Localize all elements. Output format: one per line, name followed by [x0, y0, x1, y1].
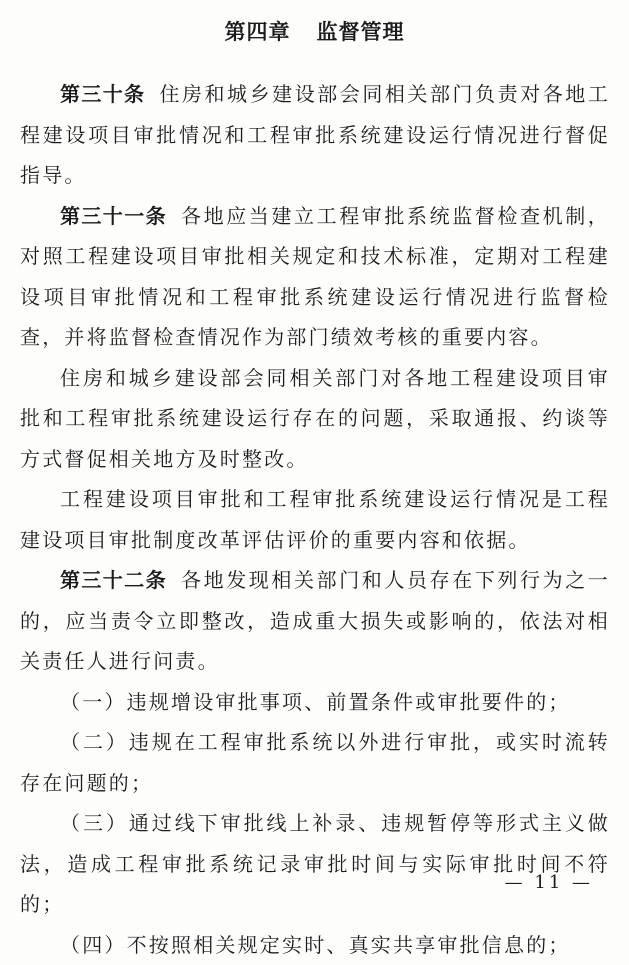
list-item — [20, 803, 610, 925]
chapter-title — [0, 16, 629, 46]
list-item — [20, 722, 610, 803]
document-body — [20, 74, 610, 965]
list-item — [20, 682, 610, 723]
article-number: 第三十一条 — [60, 204, 167, 228]
chapter-number: 第四章 — [225, 20, 291, 44]
list-item-text: （二）违规在工程审批系统以外进行审批，或实时流转存在问题的； — [20, 730, 610, 795]
paragraph-article-30 — [20, 74, 610, 196]
article-number: 第三十二条 — [60, 568, 167, 592]
page-number: — 11 — — [505, 872, 593, 893]
paragraph-text: 住房和城乡建设部会同相关部门对各地工程建设项目审批和工程审批系统建设运行存在的问题，采取通报、约谈等方式督促相关地方及时整改。 — [20, 366, 610, 471]
paragraph-text: 工程建设项目审批和工程审批系统建设运行情况是工程建设项目审批制度改革评估评价的重要内容和依据。 — [20, 487, 610, 552]
paragraph-article-31 — [20, 196, 610, 358]
list-item — [20, 925, 610, 965]
paragraph — [20, 358, 610, 480]
chapter-name: 监督管理 — [317, 20, 405, 44]
paragraph-text: 住房和城乡建设部会同相关部门负责对各地工程建设项目审批情况和工程审批系统建设运行情况进行督促指导。 — [20, 82, 610, 187]
list-item-text: （四）不按照相关规定实时、真实共享审批信息的； — [60, 933, 571, 957]
paragraph-article-32 — [20, 560, 610, 682]
paragraph-text: 各地应当建立工程审批系统监督检查机制，对照工程建设项目审批相关规定和技术标准，定期对工程建设项目审批情况和工程审批系统建设运行情况进行监督检查，并将监督检查情况作为部门绩效考核的重要内容。 — [20, 204, 610, 350]
list-item-text: （三）通过线下审批线上补录、违规暂停等形式主义做法，造成工程审批系统记录审批时间与实际审批时间不符的； — [20, 811, 610, 916]
list-item-text: （一）违规增设审批事项、前置条件或审批要件的； — [60, 690, 571, 714]
paragraph-text: 各地发现相关部门和人员存在下列行为之一的，应当责令立即整改，造成重大损失或影响的，依法对相关责任人进行问责。 — [20, 568, 610, 673]
paragraph — [20, 479, 610, 560]
article-number: 第三十条 — [60, 82, 145, 106]
